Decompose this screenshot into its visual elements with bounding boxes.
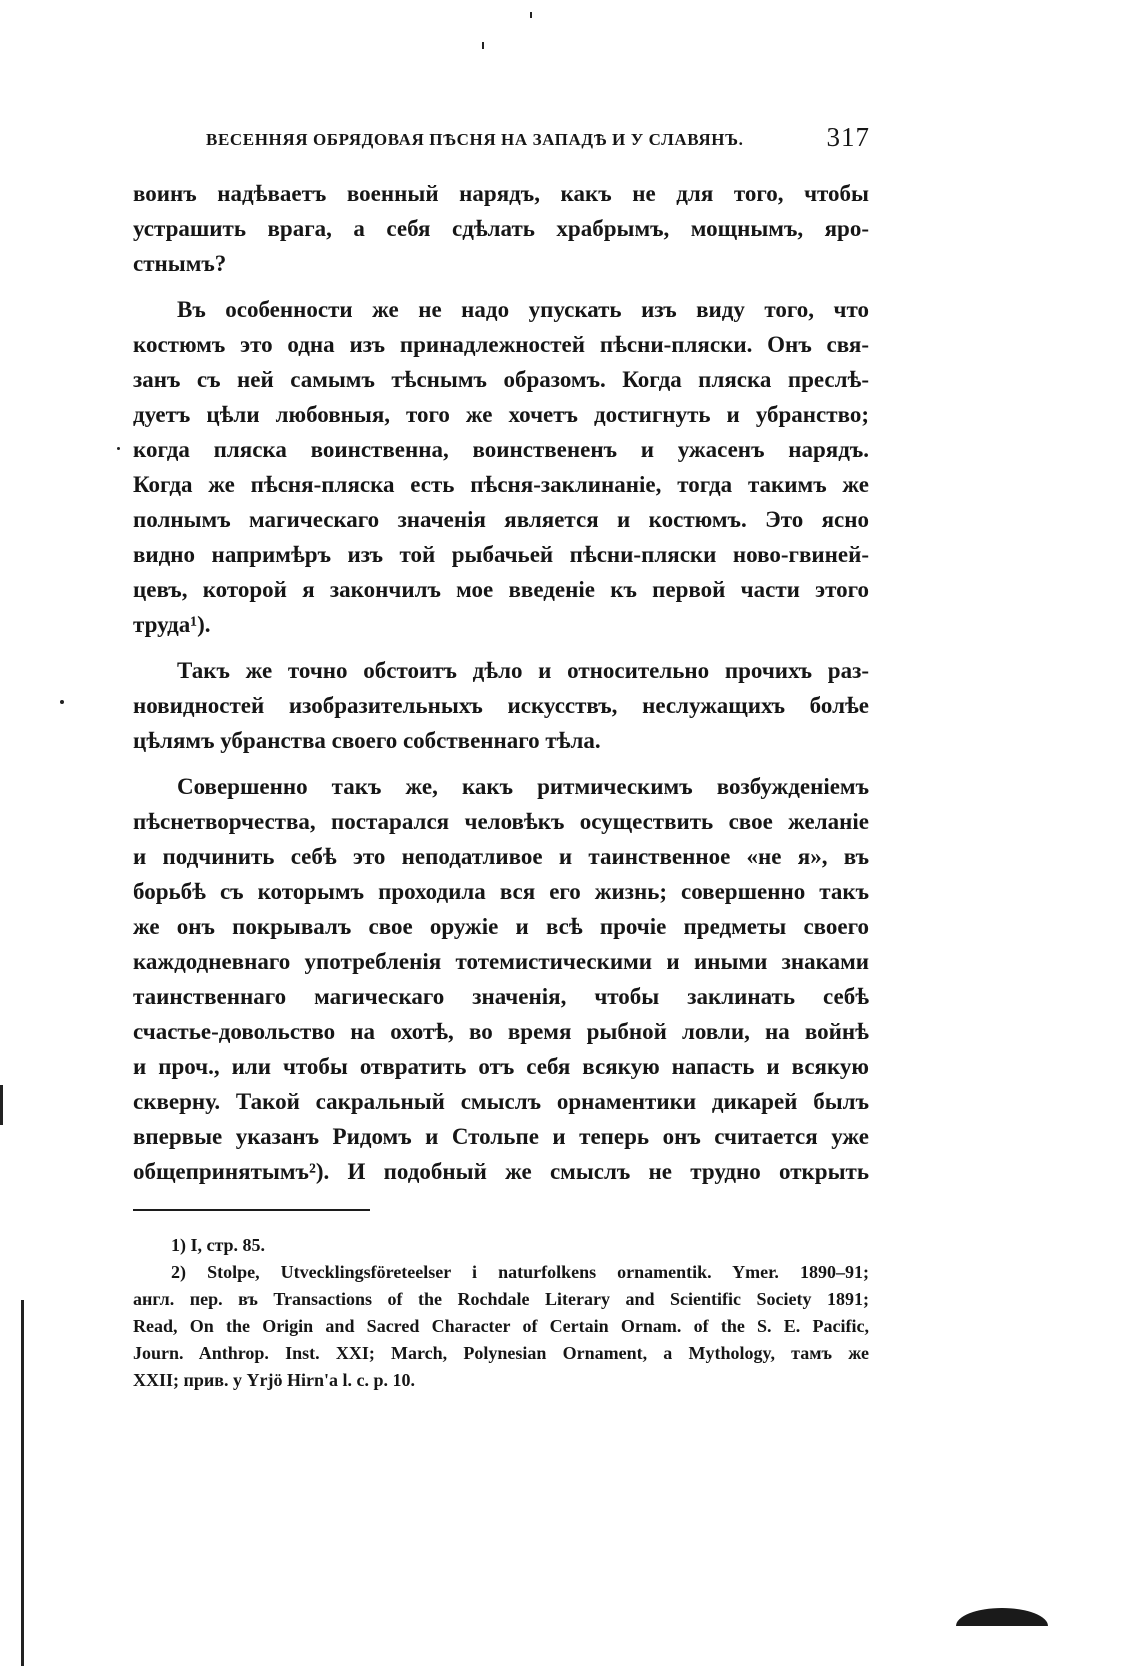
text-line: устрашить врага, а себя сдѣлать храбрымъ, мощнымъ, яро- [133, 216, 869, 241]
footnote-line: Read, On the Origin and Sacred Character of Certain Ornam. of the S. E. Pacific, [133, 1316, 869, 1336]
footnote-line: 2) Stolpe, Utvecklingsföreteelser i naturfolkens ornamentik. Ymer. 1890–91; [171, 1262, 869, 1282]
page-header [206, 118, 870, 158]
text-line: счастье-довольство на охотѣ, во время рыбной ловли, на войнѣ [133, 1019, 869, 1044]
paragraph [133, 653, 869, 758]
text-line: полнымъ магическаго значенія является и костюмъ. Это ясно [133, 507, 869, 532]
running-title: ВЕСЕННЯЯ ОБРЯДОВАЯ ПѢСНЯ НА ЗАПАДѢ И У СЛАВЯНЪ. [206, 130, 744, 149]
text-line: цевъ, которой я закончилъ мое введеніе къ первой части этого [133, 577, 869, 602]
text-line: видно напримѣръ изъ той рыбачьей пѣсни-пляски ново-гвиней- [133, 542, 869, 567]
text-line: труда¹). [133, 612, 211, 637]
footnote-line: Journ. Anthrop. Inst. XXI; March, Polynesian Ornament, a Mythology, тамъ же [133, 1343, 869, 1363]
text-line: и проч., или чтобы отвратить отъ себя всякую напасть и всякую [133, 1054, 869, 1079]
footnotes [133, 1232, 869, 1394]
text-line: Такъ же точно обстоитъ дѣло и относительно прочихъ раз- [177, 658, 869, 683]
text-line: впервые указанъ Ридомъ и Стольпе и теперь онъ считается уже [133, 1124, 869, 1149]
scan-blot [956, 1608, 1048, 1626]
text-line: борьбѣ съ которымъ проходила вся его жизнь; совершенно такъ [133, 879, 869, 904]
text-line: таинственнаго магическаго значенія, чтобы заклинать себѣ [133, 984, 869, 1009]
text-line: когда пляска воинственна, воинствененъ и ужасенъ нарядъ. [133, 437, 869, 462]
scan-edge [21, 1300, 24, 1666]
text-line: Когда же пѣсня-пляска есть пѣсня-заклинаніе, тогда такимъ же [133, 472, 869, 497]
footnote-line: XXII; прив. у Yrjö Hirn'a l. c. p. 10. [133, 1370, 415, 1390]
text-line: Совершенно такъ же, какъ ритмическимъ возбужденіемъ [177, 774, 869, 799]
scan-speck [60, 700, 64, 704]
text-line: воинъ надѣваетъ военный нарядъ, какъ не для того, чтобы [133, 181, 869, 206]
scan-edge [0, 1085, 3, 1125]
text-line: занъ съ ней самымъ тѣснымъ образомъ. Когда пляска преслѣ- [133, 367, 869, 392]
footnote-line: англ. пер. въ Transactions of the Rochdale Literary and Scientific Society 1891; [133, 1289, 869, 1309]
text-line: новидностей изобразительныхъ искусствъ, неслужащихъ болѣе [133, 693, 869, 718]
text-line: пѣснетворчества, постарался человѣкъ осуществить свое желаніе [133, 809, 869, 834]
text-line: костюмъ это одна изъ принадлежностей пѣсни-пляски. Онъ свя- [133, 332, 869, 357]
text-line: же онъ покрывалъ свое оружіе и всѣ прочіе предметы своего [133, 914, 869, 939]
text-line: скверну. Такой сакральный смыслъ орнаментики дикарей былъ [133, 1089, 869, 1114]
footnote [133, 1259, 869, 1394]
main-text [133, 176, 869, 1189]
scan-speck [530, 12, 532, 18]
text-line: Въ особенности же не надо упускать изъ виду того, что [177, 297, 869, 322]
footnote-rule [133, 1209, 370, 1211]
text-line: цѣлямъ убранства своего собственнаго тѣла. [133, 728, 601, 753]
footnote-line: 1) I, стр. 85. [171, 1235, 266, 1255]
footnote [133, 1232, 869, 1259]
text-line: и подчинить себѣ это неподатливое и таинственное «не я», въ [133, 844, 869, 869]
paragraph [133, 292, 869, 642]
text-line: каждодневнаго употребленія тотемистическими и иными знаками [133, 949, 869, 974]
text-line: общепринятымъ²). И подобный же смыслъ не трудно открыть [133, 1159, 869, 1184]
scan-speck [482, 42, 484, 49]
text-line: стнымъ? [133, 251, 227, 276]
page-number: 317 [826, 122, 870, 152]
paragraph [133, 176, 869, 281]
paragraph [133, 769, 869, 1189]
text-line: дуетъ цѣли любовныя, того же хочетъ достигнуть и убранство; [133, 402, 869, 427]
scan-speck [117, 447, 120, 450]
